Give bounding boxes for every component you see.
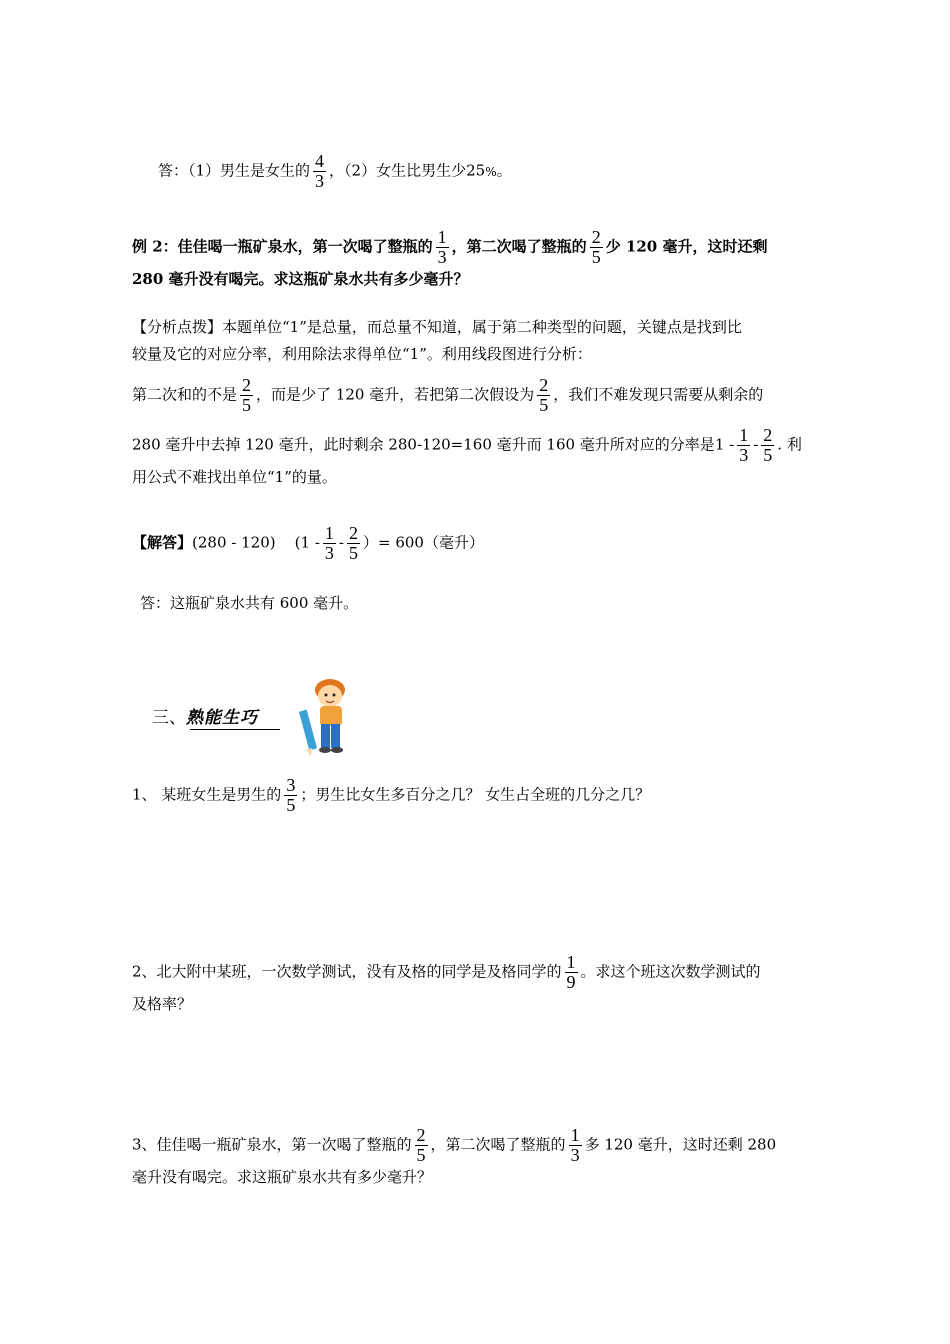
percent-sign: % — [485, 164, 497, 179]
answer1-prefix: 答：（1）男生是女生的 — [158, 161, 311, 180]
fraction: $\frac{2}{5}$ — [416, 1125, 426, 1165]
example2-line-1: 例 2：佳佳喝一瓶矿泉水，第一次喝了整瓶的 $\frac{1}{3}$ ，第二次喝了整瓶的 $\frac{2}{5}$ 少 120 毫升，这时还剩 — [132, 227, 768, 267]
fraction: $\frac{2}{5}$ — [763, 425, 773, 465]
example2-line-2: 280 毫升没有喝完。求这瓶矿泉水共有多少毫升？ — [132, 270, 469, 288]
answer-line-2: 答：这瓶矿泉水共有 600 毫升。 — [140, 594, 359, 612]
question-2-line-1: 2、北大附中某班，一次数学测试，没有及格的同学是及格同学的 $\frac{1}{9}$ 。求这个班这次数学测试的 — [132, 952, 761, 992]
fraction: $\frac{1}{3}$ — [739, 425, 749, 465]
section-heading — [152, 706, 258, 730]
question-1: 1、 某班女生是男生的 $\frac{3}{5}$ ；男生比女生多百分之几？ 女生占全班的几分之几？ — [132, 775, 651, 815]
question-3-line-1: 3、佳佳喝一瓶矿泉水，第一次喝了整瓶的 $\frac{2}{5}$ ，第二次喝了整瓶的 $\frac{1}{3}$ 多 120 毫升，这时还剩 280 — [132, 1125, 777, 1165]
answer1-suffix: 。 — [496, 161, 512, 180]
question-2-line-2: 及格率？ — [132, 995, 193, 1013]
answer1-pct-value: 25 — [466, 161, 486, 180]
fraction: $\frac{1}{3}$ — [324, 523, 334, 563]
section-prefix: 三、 — [152, 708, 186, 728]
fraction: $\frac{2}{5}$ — [539, 375, 549, 415]
analysis-line-5: 用公式不难找出单位“1”的量。 — [132, 468, 337, 486]
solution-line: 【解答】(280 - 120) (1 - $\frac{1}{3}$ - $\frac{2}{5}$ ）= 600（毫升） — [132, 523, 484, 563]
fraction: $\frac{2}{5}$ — [591, 227, 601, 267]
solution-label: 【解答】 — [132, 533, 193, 552]
answer-line-1 — [158, 152, 512, 191]
fraction: $\frac{2}{5}$ — [242, 375, 252, 415]
analysis-line-3: 第二次和的不是 $\frac{2}{5}$ ，而是少了 120 毫升，若把第二次假设为 $\frac{2}{5}$ ，我们不难发现只需要从剩余的 — [132, 375, 764, 415]
analysis-line-1: 【分析点拨】本题单位“1”是总量，而总量不知道，属于第二种类型的问题，关键点是找到比 — [132, 318, 742, 336]
cartoon-boy-pencil-icon — [298, 676, 360, 758]
section-title: 熟能生巧 — [186, 708, 258, 728]
fraction: $\frac{3}{5}$ — [286, 775, 296, 815]
fraction: $\frac{1}{3}$ — [437, 227, 447, 267]
section-underline — [190, 729, 280, 730]
analysis-line-4: 280 毫升中去掉 120 毫升，此时剩余 280-120=160 毫升而 160 毫升所对应的分率是1 - $\frac{1}{3}$ - $\frac{2}{5}$ . 利 — [132, 425, 802, 465]
analysis-line-2: 较量及它的对应分率，利用除法求得单位“1”。利用线段图进行分析： — [132, 345, 592, 363]
fraction: $\frac{1}{3}$ — [570, 1125, 580, 1165]
question-3-line-2: 毫升没有喝完。求这瓶矿泉水共有多少毫升？ — [132, 1168, 433, 1186]
fraction: $\frac{4}{3}$ — [315, 151, 325, 191]
fraction: $\frac{2}{5}$ — [348, 523, 358, 563]
answer1-middle: ，（2）女生比男生少 — [329, 161, 467, 180]
fraction: $\frac{1}{9}$ — [566, 952, 576, 992]
